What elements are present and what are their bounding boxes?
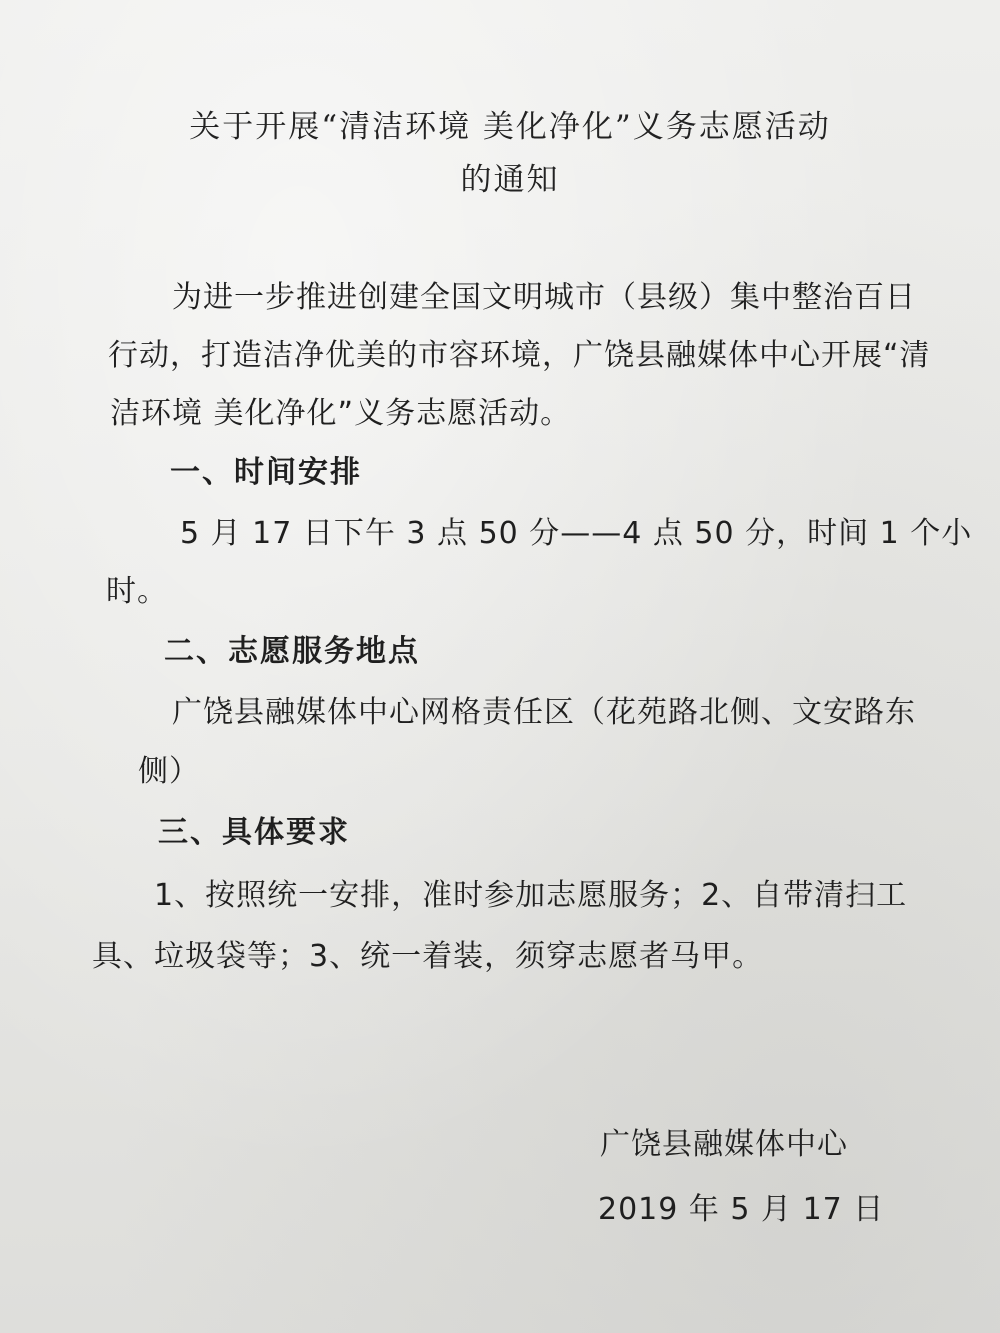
section-1-line-1: 5 月 17 日下午 3 点 50 分——4 点 50 分，时间 1 个小 [180, 516, 973, 551]
signature-date: 2019 年 5 月 17 日 [598, 1192, 885, 1227]
section-2-heading: 二、志愿服务地点 [164, 634, 420, 669]
section-2-line-2: 侧） [138, 754, 200, 789]
intro-line-3: 洁环境 美化净化”义务志愿活动。 [110, 396, 572, 431]
section-1-line-2: 时。 [106, 574, 168, 609]
section-3-line-2: 具、垃圾袋等；3、统一着装，须穿志愿者马甲。 [92, 939, 764, 974]
notice-title-line1: 关于开展“清洁环境 美化净化”义务志愿活动 [189, 109, 831, 145]
section-3-heading: 三、具体要求 [158, 815, 350, 850]
section-2-line-1: 广饶县融媒体中心网格责任区（花苑路北侧、文安路东 [172, 695, 916, 730]
section-3-line-1: 1、按照统一安排，准时参加志愿服务；2、自带清扫工 [154, 878, 908, 913]
intro-line-2: 行动，打造洁净优美的市容环境，广饶县融媒体中心开展“清 [108, 338, 931, 373]
section-1-heading: 一、时间安排 [170, 455, 362, 490]
notice-title-line2: 的通知 [460, 162, 560, 198]
intro-line-1: 为进一步推进创建全国文明城市（县级）集中整治百日 [172, 280, 916, 315]
signature-organization: 广饶县融媒体中心 [600, 1127, 848, 1162]
